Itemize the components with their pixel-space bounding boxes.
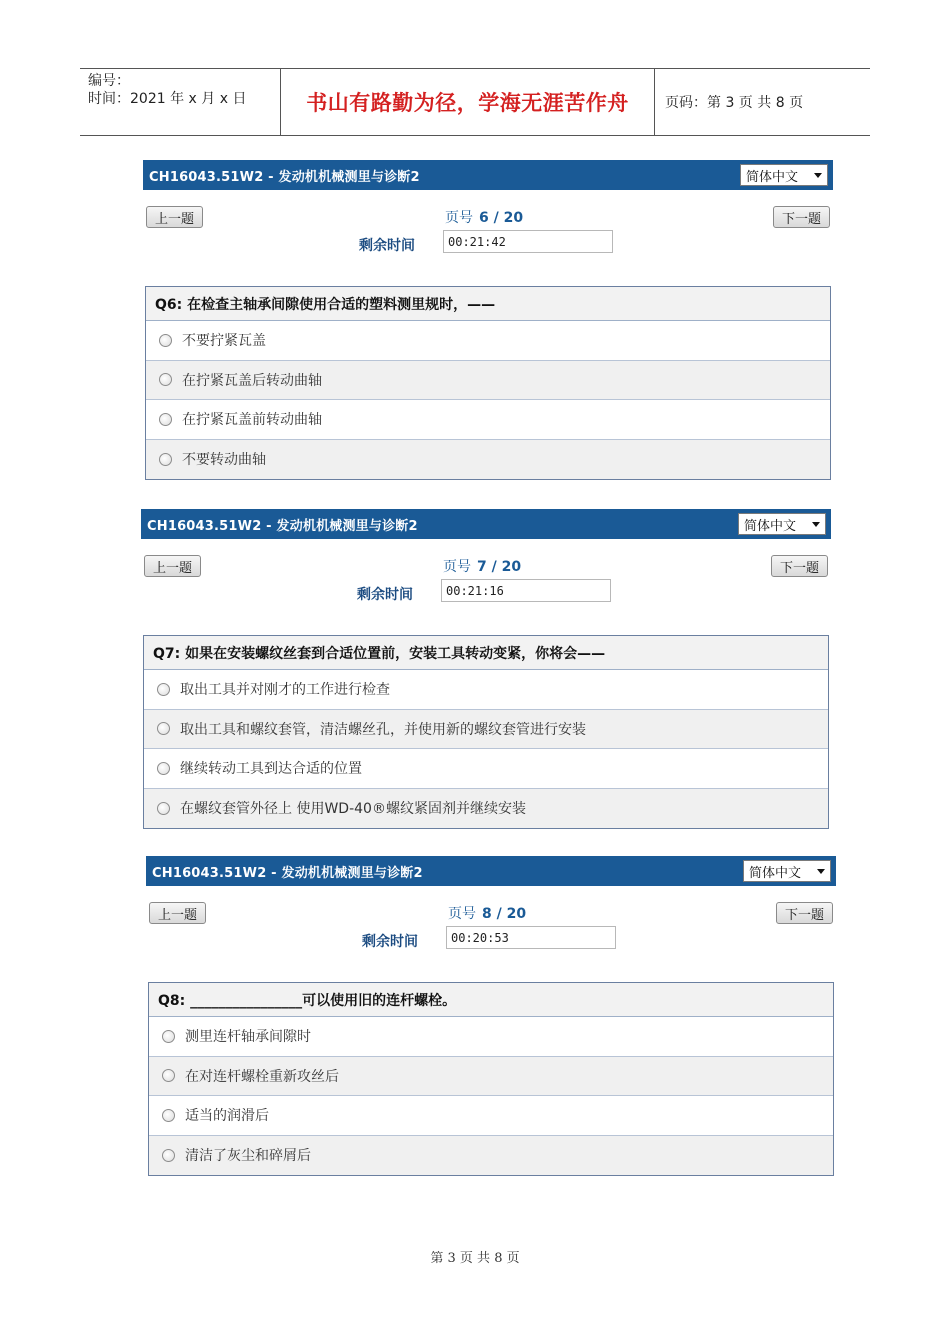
option-label: 不要拧紧瓦盖 xyxy=(182,333,266,350)
option-label: 适当的润滑后 xyxy=(185,1108,269,1125)
quiz-panel-q7 xyxy=(141,509,831,829)
quiz-titlebar xyxy=(143,160,833,190)
question-text: Q7: 如果在安装螺纹丝套到合适位置前，安装工具转动变紧，你将会—— xyxy=(144,636,828,670)
radio-button[interactable] xyxy=(159,373,172,386)
timer-field: 00:21:16 xyxy=(441,579,611,602)
quiz-nav xyxy=(143,190,833,270)
option-label: 取出工具并对刚才的工作进行检查 xyxy=(180,682,390,699)
quiz-panel-q6 xyxy=(143,160,833,480)
page-number: 6 / 20 xyxy=(479,210,524,226)
answer-option[interactable] xyxy=(149,1057,833,1097)
page-number: 7 / 20 xyxy=(477,559,522,575)
language-select[interactable] xyxy=(738,513,826,535)
language-select[interactable] xyxy=(740,164,828,186)
next-question-button[interactable]: 下一题 xyxy=(773,206,830,228)
page-word: 页号 xyxy=(445,210,473,226)
radio-button[interactable] xyxy=(157,802,170,815)
radio-button[interactable] xyxy=(157,722,170,735)
quiz-title: CH16043.51W2 - 发动机机械测里与诊断2 xyxy=(152,865,423,881)
quiz-title: CH16043.51W2 - 发动机机械测里与诊断2 xyxy=(147,518,418,534)
date-label: 时间：2021 年 x 月 x 日 xyxy=(88,91,247,107)
answer-option[interactable] xyxy=(146,361,830,401)
question-box xyxy=(148,982,834,1176)
option-label: 清洁了灰尘和碎屑后 xyxy=(185,1148,311,1165)
dropdown-arrow-icon xyxy=(817,869,825,874)
answer-option[interactable] xyxy=(149,1017,833,1057)
header-meta xyxy=(80,69,281,135)
prev-question-button[interactable]: 上一题 xyxy=(146,206,203,228)
dropdown-arrow-icon xyxy=(812,522,820,527)
quiz-titlebar xyxy=(141,509,831,539)
option-label: 取出工具和螺纹套管，清洁螺丝孔，并使用新的螺纹套管进行安装 xyxy=(180,721,586,738)
language-value: 简体中文 xyxy=(744,518,797,534)
quiz-nav xyxy=(141,539,831,619)
question-box xyxy=(145,286,831,480)
timer-label: 剩余时间 xyxy=(357,587,413,603)
page-indicator xyxy=(445,207,523,227)
option-label: 在拧紧瓦盖后转动曲轴 xyxy=(182,372,322,389)
page-number: 8 / 20 xyxy=(482,906,527,922)
page-word: 页号 xyxy=(443,559,471,575)
answer-option[interactable] xyxy=(149,1136,833,1176)
quiz-nav xyxy=(146,886,836,966)
quiz-titlebar xyxy=(146,856,836,886)
answer-option[interactable] xyxy=(146,440,830,480)
answer-option[interactable] xyxy=(144,670,828,710)
option-label: 在螺纹套管外径上 使用WD-40®螺纹紧固剂并继续安装 xyxy=(180,801,526,818)
page-footer: 第 3 页 共 8 页 xyxy=(430,1251,520,1266)
option-label: 测里连杆轴承间隙时 xyxy=(185,1029,311,1046)
language-value: 简体中文 xyxy=(749,865,802,881)
question-box xyxy=(143,635,829,829)
page-word: 页号 xyxy=(448,906,476,922)
answer-option[interactable] xyxy=(144,710,828,750)
language-select[interactable] xyxy=(743,860,831,882)
quiz-panel-q8 xyxy=(146,856,836,1176)
quiz-title: CH16043.51W2 - 发动机机械测里与诊断2 xyxy=(149,169,420,185)
radio-button[interactable] xyxy=(162,1109,175,1122)
option-label: 不要转动曲轴 xyxy=(182,452,266,469)
language-value: 简体中文 xyxy=(746,169,799,185)
timer-field: 00:21:42 xyxy=(443,230,613,253)
page-indicator xyxy=(443,556,521,576)
page-label: 页码：第 3 页 共 8 页 xyxy=(665,95,804,111)
prev-question-button[interactable]: 上一题 xyxy=(149,902,206,924)
next-question-button[interactable]: 下一题 xyxy=(771,555,828,577)
question-text: Q6: 在检查主轴承间隙使用合适的塑料测里规时，—— xyxy=(146,287,830,321)
timer-label: 剩余时间 xyxy=(362,934,418,950)
answer-option[interactable] xyxy=(144,749,828,789)
motto: 书山有路勤为径，学海无涯苦作舟 xyxy=(281,69,655,135)
page-indicator xyxy=(448,903,526,923)
option-label: 在拧紧瓦盖前转动曲轴 xyxy=(182,412,322,429)
number-label: 编号： xyxy=(88,73,130,89)
timer-field: 00:20:53 xyxy=(446,926,616,949)
option-label: 在对连杆螺栓重新攻丝后 xyxy=(185,1068,339,1085)
radio-button[interactable] xyxy=(162,1069,175,1082)
answer-option[interactable] xyxy=(149,1096,833,1136)
radio-button[interactable] xyxy=(157,683,170,696)
answer-option[interactable] xyxy=(146,321,830,361)
radio-button[interactable] xyxy=(162,1149,175,1162)
option-label: 继续转动工具到达合适的位置 xyxy=(180,761,362,778)
next-question-button[interactable]: 下一题 xyxy=(776,902,833,924)
radio-button[interactable] xyxy=(159,413,172,426)
radio-button[interactable] xyxy=(162,1030,175,1043)
dropdown-arrow-icon xyxy=(814,173,822,178)
prev-question-button[interactable]: 上一题 xyxy=(144,555,201,577)
question-text: Q8: ________________可以使用旧的连杆螺栓。 xyxy=(149,983,833,1017)
timer-label: 剩余时间 xyxy=(359,238,415,254)
radio-button[interactable] xyxy=(159,453,172,466)
answer-option[interactable] xyxy=(146,400,830,440)
radio-button[interactable] xyxy=(157,762,170,775)
document-header xyxy=(80,68,870,136)
radio-button[interactable] xyxy=(159,334,172,347)
answer-option[interactable] xyxy=(144,789,828,829)
